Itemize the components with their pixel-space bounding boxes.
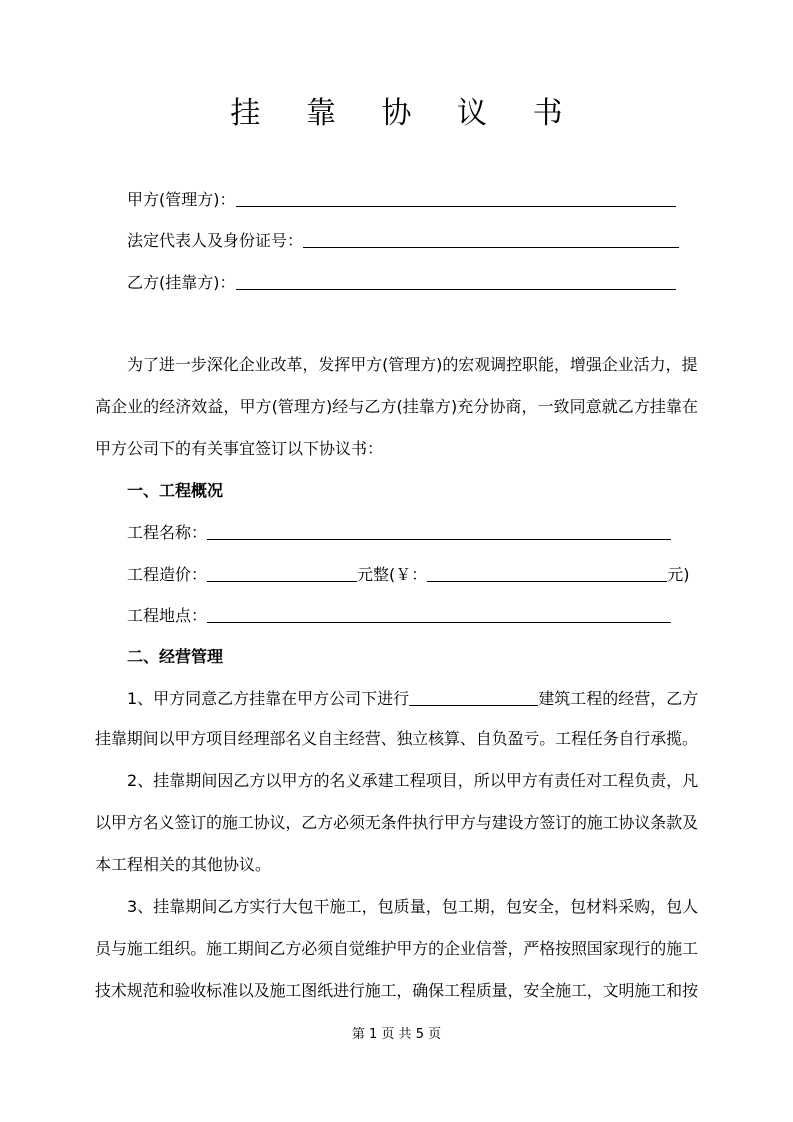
item1-pre: 1、甲方同意乙方挂靠在甲方公司下进行: [127, 689, 410, 708]
party-b-field: [127, 271, 676, 294]
item1-post: 建筑工程的经营，乙方: [538, 689, 699, 708]
item3-line-3: 技术规范和验收标准以及施工图纸进行施工，确保工程质量，安全施工，文明施工和按: [95, 981, 698, 1000]
item3-line-2: 员与施工组织。施工期间乙方必须自觉维护甲方的企业信誉，严格按照国家现行的施工: [95, 939, 698, 958]
section2-heading: 二、经营管理: [127, 647, 224, 666]
project-location-label: 工程地点：: [127, 606, 208, 625]
project-location-blank[interactable]: [207, 604, 671, 623]
intro-line-1: 为了进一步深化企业改革，发挥甲方(管理方)的宏观调控职能，增强企业活力，提: [127, 355, 698, 374]
item2-line-2: 以甲方名义签订的施工协议，乙方必须无条件执行甲方与建设方签订的施工协议条款及: [95, 813, 698, 832]
party-a-field: [127, 188, 676, 211]
party-b-label: 乙方(挂靠方)：: [127, 273, 236, 292]
project-name-label: 工程名称：: [127, 523, 208, 542]
cost-unit: 元整(￥：: [357, 565, 428, 584]
section1-heading: 一、工程概况: [127, 481, 224, 500]
cost-end: 元): [667, 565, 690, 584]
item3-line-1: 3、挂靠期间乙方实行大包干施工，包质量，包工期，包安全，包材料采购，包人: [127, 897, 699, 916]
page-footer: 第 1 页 共 5 页: [351, 1027, 442, 1042]
document-title: 挂 靠 协 议 书: [230, 96, 581, 131]
project-name-field: [127, 521, 671, 544]
party-a-blank[interactable]: [236, 188, 676, 207]
legal-rep-field: [127, 229, 679, 252]
intro-line-2: 高企业的经济效益，甲方(管理方)经与乙方(挂靠方)充分协商，一致同意就乙方挂靠在: [95, 397, 699, 416]
project-cost-field: [127, 563, 690, 586]
cost-number-blank[interactable]: [427, 563, 667, 582]
intro-line-3: 甲方公司下的有关事宜签订以下协议书：: [95, 439, 384, 458]
project-name-blank[interactable]: [207, 521, 671, 540]
item1-line-1: [127, 687, 698, 710]
cost-words-blank[interactable]: [207, 563, 357, 582]
project-location-field: [127, 604, 671, 627]
item2-line-3: 本工程相关的其他协议。: [95, 855, 272, 874]
party-b-blank[interactable]: [236, 271, 676, 290]
legal-rep-blank[interactable]: [303, 229, 679, 248]
item1-line-2: 挂靠期间以甲方项目经理部名义自主经营、独立核算、自负盈亏。工程任务自行承揽。: [95, 729, 698, 748]
item1-blank[interactable]: [409, 687, 538, 706]
project-cost-label: 工程造价：: [127, 565, 208, 584]
item2-line-1: 2、挂靠期间因乙方以甲方的名义承建工程项目，所以甲方有责任对工程负责，凡: [127, 771, 699, 790]
party-a-label: 甲方(管理方)：: [127, 190, 236, 209]
legal-rep-label: 法定代表人及身份证号：: [127, 231, 304, 250]
